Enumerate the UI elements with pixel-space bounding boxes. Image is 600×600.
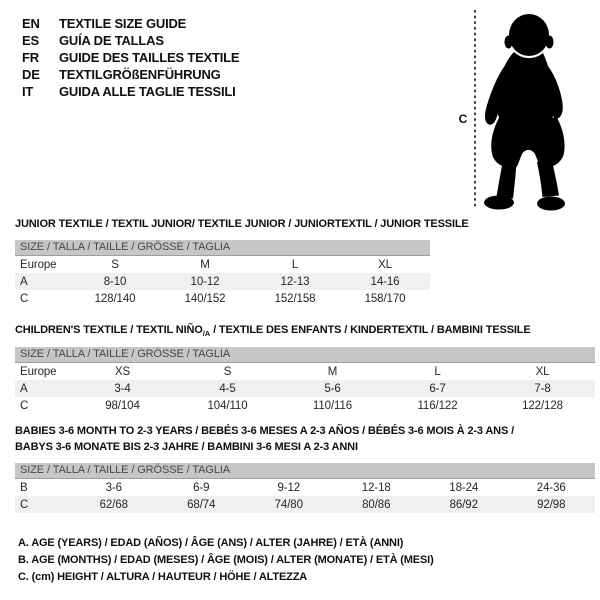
table-row [15,273,430,290]
value-cell: 24-36 [536,481,566,494]
table-row [15,380,595,397]
footnotes [18,535,434,586]
value-cell: 128/140 [94,292,136,305]
language-label: GUIDE DES TAILLES TEXTILE [59,50,240,65]
size-label-cell: L [434,365,441,378]
section-title-text: / TEXTILE DES ENFANTS / KINDERTEXTIL / BAMBINI TESSILE [210,324,531,336]
table-row [15,496,595,513]
language-code: FR [22,50,39,65]
value-cell: 104/110 [207,399,248,412]
language-row [22,32,239,49]
region-label-cell: Europe [20,365,57,378]
section-title-line [15,322,595,339]
value-cell: 68/74 [187,498,216,511]
value-cell: 18-24 [449,481,479,494]
row-label-cell: C [20,498,29,511]
size-label-cell: XL [535,365,550,378]
language-row [22,66,239,83]
size-table [15,479,595,513]
baby-silhouette-icon [484,14,565,211]
value-cell: 92/98 [537,498,566,511]
row-label-cell: C [20,292,29,305]
language-code: ES [22,33,39,48]
section-title-line [15,439,595,455]
section-title [15,423,595,455]
size-header-bar: SIZE / TALLA / TAILLE / GRÖSSE / TAGLIA [15,463,595,479]
language-code: DE [22,67,40,82]
size-label-cell: M [200,258,210,271]
size-label-cell: S [111,258,119,271]
row-label-cell: B [20,481,28,494]
value-cell: 4-5 [219,382,236,395]
language-label: GUIDA ALLE TAGLIE TESSILI [59,84,236,99]
size-guide-section [15,322,595,414]
row-label-cell: A [20,382,28,395]
language-label: TEXTILE SIZE GUIDE [59,16,187,31]
value-cell: 86/92 [449,498,478,511]
language-row [22,15,239,32]
size-guide-section [15,216,469,307]
size-table [15,256,430,307]
table-row [15,479,595,496]
value-cell: 5-6 [324,382,341,395]
value-cell: 10-12 [190,275,220,288]
section-title [15,322,595,339]
value-cell: 110/116 [312,399,353,412]
section-title-line [15,216,469,232]
value-cell: 6-7 [429,382,446,395]
region-label-cell: Europe [20,258,57,271]
footnote-line: C. (cm) HEIGHT / ALTURA / HAUTEUR / HÖHE / ALTEZZA [18,571,308,583]
value-cell: 12-18 [361,481,391,494]
language-label: TEXTILGRÖßENFÜHRUNG [59,67,221,82]
table-row [15,397,595,414]
footnote-line: B. AGE (MONTHS) / EDAD (MESES) / ÂGE (MOIS) / ALTER (MONATE) / ETÀ (MESI) [18,554,434,566]
size-label-cell: L [291,258,299,271]
section-title-line [15,423,595,439]
size-label-cell: S [223,365,232,378]
section-title-text: CHILDREN'S TEXTILE / TEXTIL NIÑO [15,324,203,336]
value-cell: 122/128 [522,399,563,412]
language-row [22,49,239,66]
value-cell: 8-10 [103,275,127,288]
language-code: IT [22,84,34,99]
row-label-cell: C [20,399,29,412]
value-cell: 62/68 [99,498,128,511]
baby-silhouette-figure [440,4,600,216]
size-label-cell: M [327,365,338,378]
section-title [15,216,469,232]
size-columns-row [15,363,595,380]
size-label-cell: XS [114,365,131,378]
section-title-text: /A [202,328,211,338]
value-cell: 14-16 [370,275,400,288]
value-cell: 98/104 [105,399,140,412]
language-list [22,15,239,100]
value-cell: 3-6 [105,481,122,494]
size-header-bar: SIZE / TALLA / TAILLE / GRÖSSE / TAGLIA [15,347,595,363]
value-cell: 80/86 [362,498,391,511]
value-cell: 116/122 [417,399,458,412]
section-title-text: BABYS 3-6 MONATE BIS 2-3 JAHRE / BAMBINI 3-6 MESI A 2-3 ANNI [15,441,358,453]
value-cell: 152/158 [274,292,316,305]
section-title-text: BABIES 3-6 MONTH TO 2-3 YEARS / BEBÉS 3-6 MESES A 2-3 AÑOS / BÉBÉS 3-6 MOIS À 2-3 ANS / [15,425,514,437]
size-table [15,363,595,414]
language-label: GUÍA DE TALLAS [59,33,164,48]
size-columns-row [15,256,430,273]
value-cell: 6-9 [193,481,210,494]
section-title-text: JUNIOR TEXTILE / TEXTIL JUNIOR/ TEXTILE JUNIOR / JUNIORTEXTIL / JUNIOR TESSILE [15,218,469,230]
size-guide-section [15,423,595,513]
value-cell: 9-12 [277,481,301,494]
value-cell: 7-8 [534,382,551,395]
language-code: EN [22,16,40,31]
table-row [15,290,430,307]
value-cell: 3-4 [114,382,131,395]
value-cell: 74/80 [274,498,303,511]
value-cell: 140/152 [184,292,226,305]
value-cell: 158/170 [364,292,406,305]
row-label-cell: A [20,275,28,288]
size-label-cell: XL [378,258,392,271]
language-row [22,83,239,100]
height-measure-label: C [458,112,468,126]
footnote-line: A. AGE (YEARS) / EDAD (AÑOS) / ÂGE (ANS) / ALTER (JAHRE) / ETÀ (ANNI) [18,537,404,549]
size-header-bar: SIZE / TALLA / TAILLE / GRÖSSE / TAGLIA [15,240,430,256]
value-cell: 12-13 [280,275,310,288]
